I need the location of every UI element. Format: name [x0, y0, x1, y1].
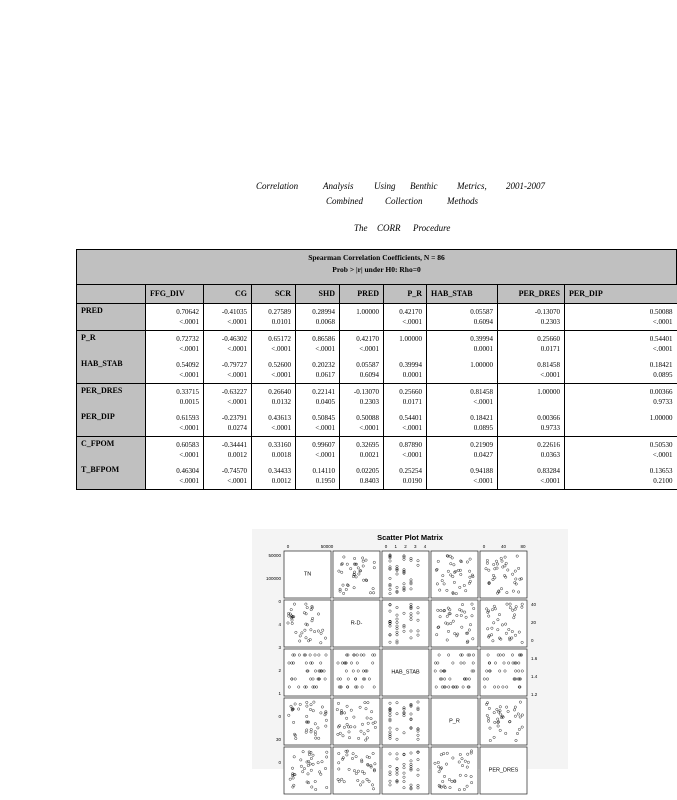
coefficient-value: -0.63227	[221, 388, 247, 396]
p-value: 0.0101	[271, 318, 291, 326]
correlation-cell	[384, 357, 427, 384]
column-header: P_R	[384, 285, 427, 304]
axis-tick-label: 3	[278, 645, 281, 650]
correlation-cell	[252, 410, 296, 437]
correlation-cell	[565, 384, 677, 411]
column-header-row	[77, 285, 677, 304]
table-row	[77, 384, 677, 411]
matrix-panel	[431, 649, 478, 696]
correlation-cell	[146, 357, 204, 384]
p-value: 0.0895	[653, 371, 673, 379]
matrix-panel	[284, 649, 331, 696]
coefficient-value: 0.14110	[312, 467, 335, 475]
correlation-cell	[252, 463, 296, 490]
column-header: FFG_DIV	[146, 285, 204, 304]
axis-tick-label: 50000	[320, 544, 334, 549]
correlation-cell	[252, 357, 296, 384]
coefficient-value: 1.00000	[649, 414, 673, 422]
coefficient-value: 0.39994	[399, 361, 422, 369]
correlation-cell	[427, 331, 498, 358]
p-value: <.0001	[652, 345, 673, 353]
coefficient-value: 0.22616	[537, 441, 560, 449]
p-value: <.0001	[473, 398, 493, 406]
correlation-cell	[498, 357, 565, 384]
coefficient-value: -0.34441	[221, 441, 247, 449]
coefficient-value: 0.33715	[176, 388, 199, 396]
table-row	[77, 410, 677, 437]
p-value: 0.0001	[402, 371, 422, 379]
correlation-cell	[252, 331, 296, 358]
column-header: PER_DIP	[565, 285, 677, 304]
p-value: 0.0190	[402, 477, 422, 485]
coefficient-value: 0.21909	[470, 441, 493, 449]
axis-tick-label: 40	[531, 602, 537, 607]
coefficient-value: 0.81458	[537, 361, 560, 369]
axis-tick-label: 1	[278, 691, 281, 696]
correlation-cell	[427, 384, 498, 411]
correlation-cell	[204, 331, 252, 358]
p-value: <.0001	[179, 451, 199, 459]
p-value: 0.0895	[473, 424, 493, 432]
p-value: <.0001	[271, 345, 291, 353]
column-header: CG	[204, 285, 252, 304]
table-row	[77, 463, 677, 490]
p-value: 0.0405	[315, 398, 335, 406]
axis-tick-label: 3	[414, 544, 417, 549]
coefficient-value: 0.25660	[537, 335, 560, 343]
p-value: 0.0018	[271, 451, 291, 459]
coefficient-value: -0.79727	[221, 361, 247, 369]
correlation-table-container	[76, 249, 673, 515]
title-word: Methods	[447, 196, 478, 206]
coefficient-value: 0.87890	[399, 441, 422, 449]
p-value: <.0001	[227, 477, 247, 485]
table-body	[77, 304, 677, 490]
p-value: <.0001	[179, 371, 199, 379]
table-row	[77, 331, 677, 358]
correlation-cell	[252, 384, 296, 411]
diagonal-label: TN	[303, 571, 312, 578]
table-caption	[77, 250, 677, 285]
title-word: Correlation	[256, 181, 299, 191]
p-value: <.0001	[652, 318, 673, 326]
correlation-cell	[565, 410, 677, 437]
correlation-cell	[204, 304, 252, 331]
correlation-cell	[340, 304, 384, 331]
p-value: <.0001	[402, 318, 422, 326]
correlation-cell	[565, 304, 677, 331]
p-value: <.0001	[402, 451, 422, 459]
table-row	[77, 437, 677, 464]
correlation-cell	[498, 463, 565, 490]
axis-tick-label: 1.4	[531, 674, 538, 679]
coefficient-value: 0.50088	[649, 308, 673, 316]
correlation-cell	[340, 463, 384, 490]
correlation-cell	[565, 463, 677, 490]
coefficient-value: 0.18421	[649, 361, 673, 369]
title-word: CORR	[377, 223, 401, 233]
p-value: <.0001	[402, 424, 422, 432]
coefficient-value: 0.02205	[356, 467, 379, 475]
p-value: 0.0363	[540, 451, 560, 459]
matrix-panel	[382, 600, 429, 647]
p-value	[569, 423, 673, 433]
correlation-cell	[204, 357, 252, 384]
correlation-cell	[498, 437, 565, 464]
coefficient-value: 0.32695	[356, 441, 379, 449]
p-value: 0.0068	[315, 318, 335, 326]
correlation-cell	[296, 304, 340, 331]
correlation-cell	[204, 437, 252, 464]
p-value: <.0001	[227, 345, 247, 353]
coefficient-value: -0.46302	[221, 335, 247, 343]
p-value: <.0001	[179, 477, 199, 485]
correlation-cell	[498, 410, 565, 437]
scatter-title: Scatter Plot Matrix	[377, 533, 443, 542]
coefficient-value: 0.60583	[176, 441, 199, 449]
correlation-cell	[340, 437, 384, 464]
axis-tick-label: 4	[278, 622, 281, 627]
column-header: SHD	[296, 285, 340, 304]
matrix-panel	[382, 747, 429, 794]
correlation-cell	[384, 410, 427, 437]
coefficient-value: 0.26640	[268, 388, 291, 396]
correlation-cell	[204, 410, 252, 437]
axis-tick-label: 100000	[265, 576, 281, 581]
correlation-cell	[146, 437, 204, 464]
coefficient-value: 0.42170	[356, 335, 379, 343]
correlation-cell	[146, 384, 204, 411]
correlation-cell	[340, 331, 384, 358]
correlation-cell	[252, 304, 296, 331]
p-value: <.0001	[315, 424, 335, 432]
coefficient-value: 0.99607	[312, 441, 335, 449]
p-value: <.0001	[227, 398, 247, 406]
diagonal-label: P_R	[449, 718, 460, 725]
p-value: 0.0015	[179, 398, 199, 406]
table-row	[77, 304, 677, 331]
p-value: 0.0012	[271, 477, 291, 485]
column-header: HAB_STAB	[427, 285, 498, 304]
coefficient-value: 0.94188	[470, 467, 493, 475]
title-word: Benthic	[410, 181, 438, 191]
p-value	[502, 397, 560, 407]
correlation-cell	[204, 384, 252, 411]
axis-tick-label: 0	[286, 544, 290, 549]
correlation-cell	[296, 384, 340, 411]
correlation-table	[76, 249, 677, 490]
correlation-cell	[296, 463, 340, 490]
coefficient-value: 0.72732	[176, 335, 199, 343]
coefficient-value: 0.52600	[268, 361, 291, 369]
p-value	[388, 344, 422, 354]
correlation-cell	[340, 357, 384, 384]
corner-cell	[77, 285, 146, 304]
p-value: 0.1950	[315, 477, 335, 485]
axis-tick-label: 40	[500, 544, 507, 549]
correlation-cell	[498, 331, 565, 358]
axis-tick-label: 0	[278, 599, 281, 604]
axis-tick-label: 1.6	[531, 656, 538, 661]
p-value: 0.0001	[473, 345, 493, 353]
correlation-cell	[427, 437, 498, 464]
scatter-plot-matrix	[252, 529, 568, 774]
column-header: PER_DRES	[498, 285, 565, 304]
coefficient-value: 0.50530	[649, 441, 673, 449]
diagonal-label: PER_DRES	[488, 767, 519, 774]
correlation-cell	[146, 410, 204, 437]
correlation-cell	[565, 437, 677, 464]
correlation-cell	[340, 384, 384, 411]
correlation-cell	[384, 331, 427, 358]
correlation-cell	[384, 437, 427, 464]
p-value: <.0001	[540, 371, 560, 379]
correlation-cell	[427, 304, 498, 331]
title-word: Metrics,	[457, 181, 487, 191]
axis-tick-label: 20	[531, 620, 537, 625]
axis-tick-label: 2	[278, 668, 281, 673]
coefficient-value: 1.00000	[399, 335, 422, 343]
title-word: Procedure	[413, 223, 451, 233]
coefficient-value: 0.05587	[470, 308, 493, 316]
matrix-panel	[333, 698, 380, 745]
coefficient-value: 0.13653	[649, 467, 673, 475]
p-value: <.0001	[179, 318, 199, 326]
column-header: SCR	[252, 285, 296, 304]
p-value: 0.2303	[359, 398, 379, 406]
matrix-panel	[480, 551, 527, 598]
p-value: 0.0171	[402, 398, 422, 406]
p-value: <.0001	[179, 345, 199, 353]
title-word: Using	[374, 181, 396, 191]
coefficient-value: 0.83284	[537, 467, 560, 475]
correlation-cell	[204, 463, 252, 490]
coefficient-value: 0.43613	[268, 414, 291, 422]
row-header: HAB_STAB	[77, 357, 146, 384]
p-value: <.0001	[179, 424, 199, 432]
diagonal-label: HAB_STAB	[391, 669, 420, 676]
p-value	[344, 317, 379, 327]
row-header: C_FPOM	[77, 437, 146, 464]
p-value: 0.8403	[359, 477, 379, 485]
coefficient-value: 0.25660	[399, 388, 422, 396]
scatter-matrix-svg	[252, 529, 568, 774]
p-value: <.0001	[271, 371, 291, 379]
coefficient-value: 0.27589	[268, 308, 291, 316]
p-value: <.0001	[227, 371, 247, 379]
p-value: 0.9733	[540, 424, 560, 432]
table-row	[77, 357, 677, 384]
coefficient-value: -0.13070	[353, 388, 379, 396]
coefficient-value: -0.13070	[534, 308, 560, 316]
axis-tick-label: 0	[531, 638, 534, 643]
correlation-cell	[146, 463, 204, 490]
matrix-panel	[284, 747, 331, 794]
p-value: <.0001	[315, 345, 335, 353]
coefficient-value: 0.50845	[312, 414, 335, 422]
correlation-cell	[427, 357, 498, 384]
coefficient-value: 0.00366	[649, 388, 673, 396]
correlation-cell	[384, 463, 427, 490]
p-value: 0.0171	[540, 345, 560, 353]
coefficient-value: 0.22141	[312, 388, 335, 396]
correlation-cell	[252, 437, 296, 464]
table-title: Spearman Correlation Coefficients, N = 86	[308, 253, 445, 262]
p-value: 0.6094	[473, 318, 493, 326]
correlation-cell	[498, 304, 565, 331]
p-value: <.0001	[652, 451, 673, 459]
title-word: Analysis	[323, 181, 354, 191]
axis-tick-label: 0	[384, 544, 388, 549]
p-value: 0.9733	[653, 398, 673, 406]
p-value: <.0001	[359, 424, 379, 432]
coefficient-value: 0.46304	[176, 467, 199, 475]
coefficient-value: 1.00000	[470, 361, 493, 369]
coefficient-value: -0.23791	[221, 414, 247, 422]
axis-tick-label: 2	[404, 544, 407, 549]
correlation-cell	[340, 410, 384, 437]
coefficient-value: 1.00000	[356, 308, 379, 316]
p-value: 0.6094	[359, 371, 379, 379]
correlation-cell	[427, 463, 498, 490]
coefficient-value: -0.41035	[221, 308, 247, 316]
coefficient-value: 0.70642	[176, 308, 199, 316]
column-header: PRED	[340, 285, 384, 304]
p-value: <.0001	[227, 318, 247, 326]
p-value: 0.0021	[359, 451, 379, 459]
coefficient-value: 0.25254	[399, 467, 422, 475]
p-value: <.0001	[359, 345, 379, 353]
p-value: <.0001	[271, 424, 291, 432]
p-value: <.0001	[540, 477, 560, 485]
coefficient-value: 0.33160	[268, 441, 291, 449]
coefficient-value: 0.81458	[470, 388, 493, 396]
coefficient-value: 0.54092	[176, 361, 199, 369]
p-value: 0.0012	[227, 451, 247, 459]
axis-tick-label: 0	[278, 760, 281, 765]
coefficient-value: -0.74570	[221, 467, 247, 475]
row-header: PER_DIP	[77, 410, 146, 437]
correlation-cell	[146, 304, 204, 331]
correlation-cell	[146, 331, 204, 358]
row-header: PER_DRES	[77, 384, 146, 411]
row-header: T_BFPOM	[77, 463, 146, 490]
correlation-cell	[296, 357, 340, 384]
axis-tick-label: 0	[482, 544, 486, 549]
title-word: Collection	[385, 196, 423, 206]
coefficient-value: 0.39994	[470, 335, 493, 343]
coefficient-value: 0.05587	[356, 361, 379, 369]
coefficient-value: 1.00000	[537, 388, 560, 396]
coefficient-value: 0.54401	[399, 414, 422, 422]
coefficient-value: 0.54401	[649, 335, 673, 343]
coefficient-value: 0.42170	[399, 308, 422, 316]
coefficient-value: 0.00366	[537, 414, 560, 422]
row-header: PRED	[77, 304, 146, 331]
correlation-cell	[498, 384, 565, 411]
coefficient-value: 0.61593	[176, 414, 199, 422]
axis-tick-label: 30	[275, 737, 281, 742]
p-value: 0.0132	[271, 398, 291, 406]
coefficient-value: 0.86586	[312, 335, 335, 343]
table-subtitle: Prob > |r| under H0: Rho=0	[332, 265, 421, 274]
coefficient-value: 0.20232	[312, 361, 335, 369]
p-value: 0.2100	[653, 477, 673, 485]
axis-tick-label: 4	[423, 544, 427, 549]
p-value: 0.0274	[227, 424, 247, 432]
matrix-panel	[480, 600, 527, 647]
title-word: The	[354, 223, 368, 233]
axis-tick-label: 0	[278, 714, 281, 719]
axis-tick-label: 50000	[268, 553, 281, 558]
coefficient-value: 0.50088	[356, 414, 379, 422]
axis-tick-label: 80	[520, 544, 526, 549]
row-header: P_R	[77, 331, 146, 358]
p-value: 0.2303	[540, 318, 560, 326]
coefficient-value: 0.18421	[470, 414, 493, 422]
correlation-cell	[565, 331, 677, 358]
correlation-cell	[384, 384, 427, 411]
axis-tick-label: 1.2	[531, 692, 538, 697]
correlation-cell	[384, 304, 427, 331]
coefficient-value: 0.65172	[268, 335, 291, 343]
matrix-panel	[333, 551, 380, 598]
correlation-cell	[565, 357, 677, 384]
coefficient-value: 0.28994	[312, 308, 335, 316]
axis-tick-label: 1	[394, 544, 398, 549]
title-word: Combined	[326, 196, 363, 206]
coefficient-value: 0.34433	[268, 467, 291, 475]
p-value: 0.0427	[473, 451, 493, 459]
p-value: <.0001	[315, 451, 335, 459]
p-value: <.0001	[473, 477, 493, 485]
p-value: 0.0617	[315, 371, 335, 379]
correlation-cell	[296, 331, 340, 358]
p-value	[431, 370, 493, 380]
correlation-cell	[427, 410, 498, 437]
correlation-cell	[296, 437, 340, 464]
correlation-cell	[296, 410, 340, 437]
matrix-panel	[480, 698, 527, 745]
diagonal-label: R-D-	[350, 620, 363, 627]
title-word: 2001-2007	[506, 181, 545, 191]
